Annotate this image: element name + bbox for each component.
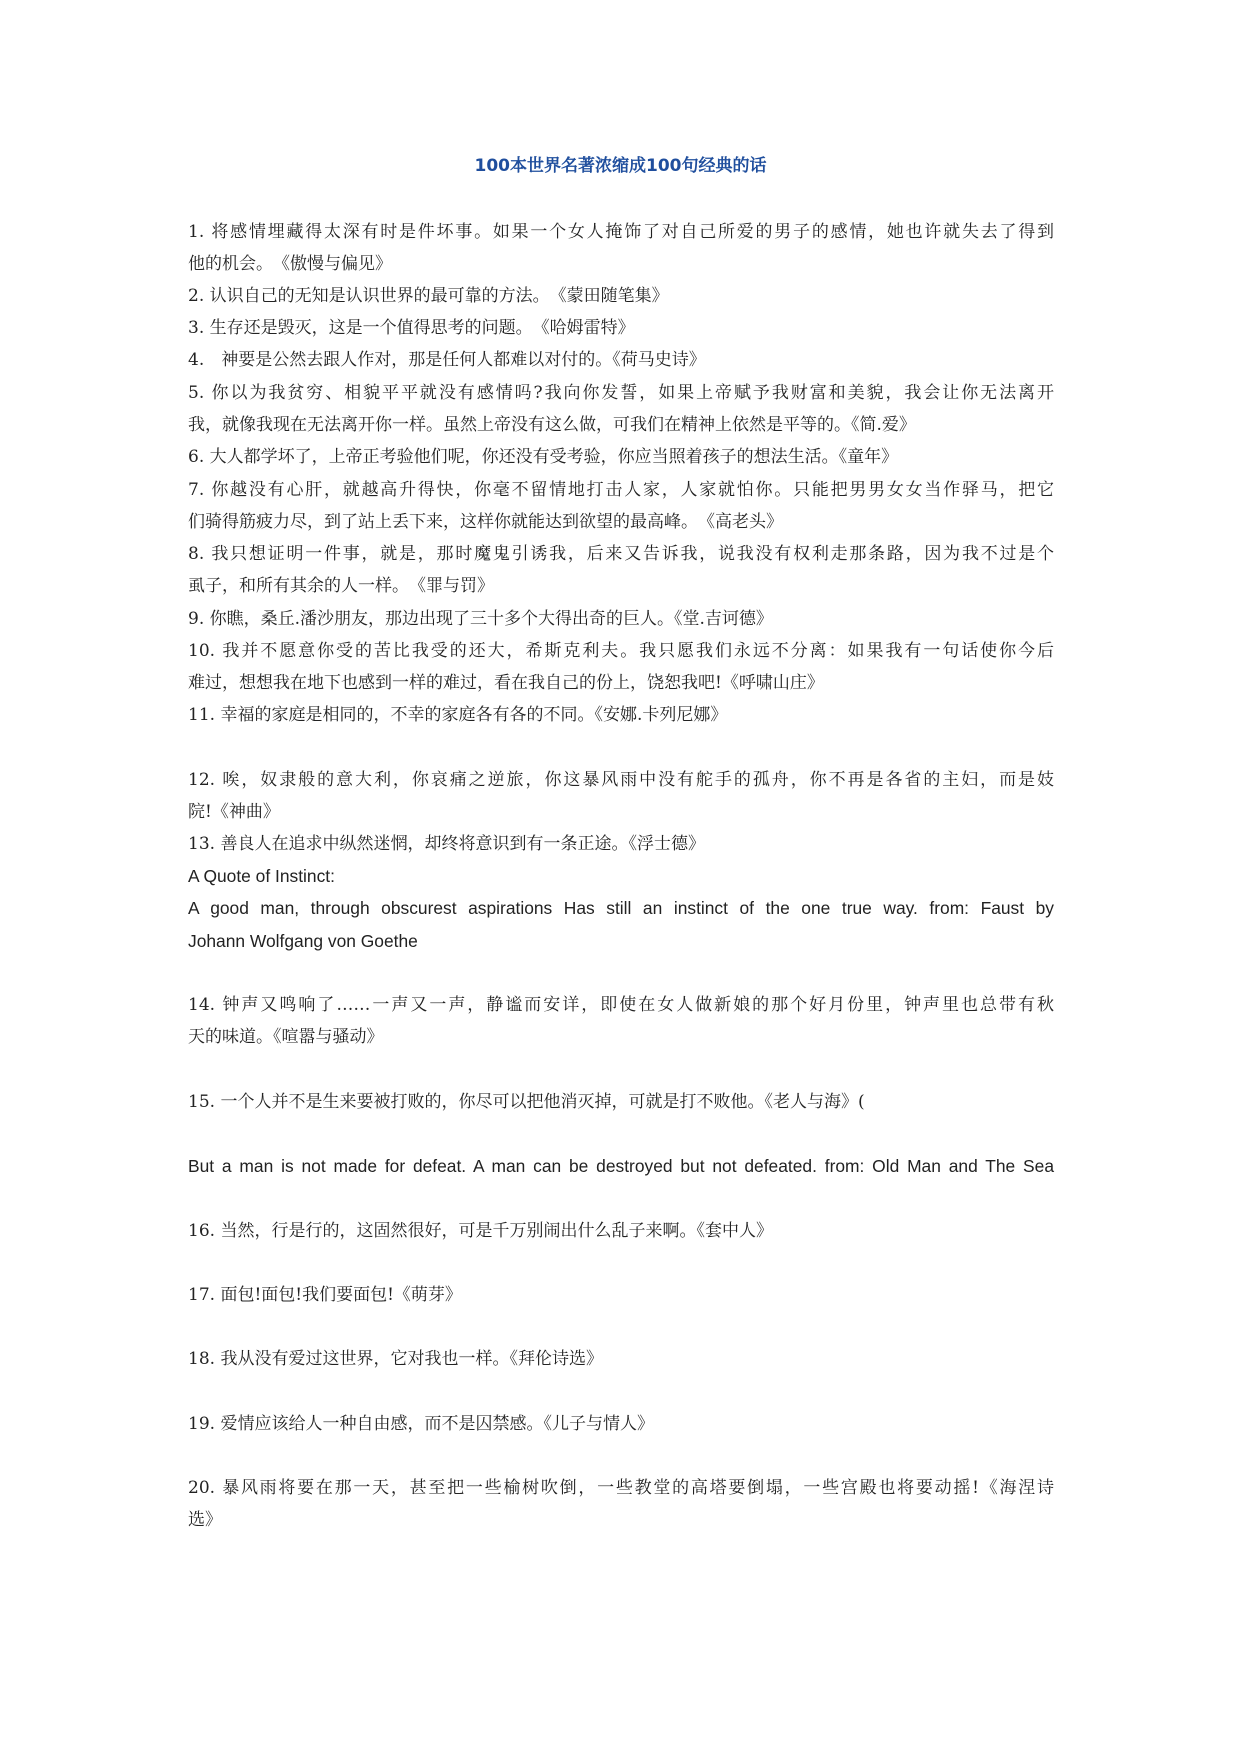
text-line: 9. 你瞧，桑丘.潘沙朋友，那边出现了三十多个大得出奇的巨人。《堂.吉诃德》 bbox=[188, 609, 773, 629]
text-line: But a man is not made for defeat. A man can be destroyed but not defeated. from: Old Man and The Sea bbox=[188, 1156, 1054, 1176]
text-line: 4. 神要是公然去跟人作对，那是任何人都难以对付的。《荷马史诗》 bbox=[188, 350, 706, 370]
text-line: 7. 你越没有心肝，就越高升得快，你毫不留情地打击人家，人家就怕你。只能把男男女女当作驿马，把它 bbox=[188, 480, 1054, 500]
text-line: 他的机会。 《傲慢与偏见》 bbox=[188, 254, 392, 274]
text-line: 5. 你以为我贫穷、相貌平平就没有感情吗?我向你发誓，如果上帝赋予我财富和美貌，我会让你无法离开 bbox=[188, 383, 1054, 403]
text-line: 19. 爱情应该给人一种自由感，而不是囚禁感。《儿子与情人》 bbox=[188, 1414, 654, 1434]
text-line: 院!《神曲》 bbox=[188, 802, 280, 822]
text-line: 16. 当然，行是行的，这固然很好，可是千万别闹出什么乱子来啊。《套中人》 bbox=[188, 1221, 773, 1241]
text-line: 2. 认识自己的无知是认识世界的最可靠的方法。 《蒙田随笔集》 bbox=[188, 286, 669, 306]
text-line: 3. 生存还是毁灭，这是一个值得思考的问题。 《哈姆雷特》 bbox=[188, 318, 635, 338]
text-line: 20. 暴风雨将要在那一天，甚至把一些榆树吹倒，一些教堂的高塔要倒塌，一些宫殿也将要动摇!《海涅诗 bbox=[188, 1478, 1054, 1498]
text-line: 17. 面包!面包!我们要面包!《萌芽》 bbox=[188, 1285, 462, 1305]
text-line: 11. 幸福的家庭是相同的，不幸的家庭各有各的不同。《安娜.卡列尼娜》 bbox=[188, 705, 728, 725]
text-line: 13. 善良人在追求中纵然迷惘，却终将意识到有一条正途。《浮士德》 bbox=[188, 834, 705, 854]
text-line: 我，就像我现在无法离开你一样。虽然上帝没有这么做，可我们在精神上依然是平等的。《简.爱》 bbox=[188, 415, 916, 435]
text-line: 难过，想想我在地下也感到一样的难过，看在我自己的份上，饶恕我吧!《呼啸山庄》 bbox=[188, 673, 824, 693]
text-line: 6. 大人都学坏了，上帝正考验他们呢，你还没有受考验，你应当照着孩子的想法生活。《童年》 bbox=[188, 447, 899, 467]
text-line: 们骑得筋疲力尽，到了站上丢下来，这样你就能达到欲望的最高峰。 《高老头》 bbox=[188, 512, 783, 532]
text-line: 选》 bbox=[188, 1510, 222, 1530]
page-title: 100本世界名著浓缩成100句经典的话 bbox=[474, 156, 767, 176]
text-line: 14. 钟声又鸣响了……一声又一声，静谧而安详，即使在女人做新娘的那个好月份里，钟声里也总带有秋 bbox=[188, 995, 1054, 1015]
text-line: 8. 我只想证明一件事，就是，那时魔鬼引诱我，后来又告诉我，说我没有权利走那条路，因为我不过是个 bbox=[188, 544, 1054, 564]
text-line: 12. 唉，奴隶般的意大利，你哀痛之逆旅，你这暴风雨中没有舵手的孤舟，你不再是各省的主妇，而是妓 bbox=[188, 770, 1054, 790]
text-line: 1. 将感情埋藏得太深有时是件坏事。如果一个女人掩饰了对自己所爱的男子的感情，她也许就失去了得到 bbox=[188, 222, 1054, 242]
text-line: Johann Wolfgang von Goethe bbox=[188, 931, 418, 951]
text-line: 10. 我并不愿意你受的苦比我受的还大，希斯克利夫。我只愿我们永远不分离：如果我有一句话使你今后 bbox=[188, 641, 1054, 661]
text-line: A good man, through obscurest aspirations Has still an instinct of the one true way. from: Faust by bbox=[188, 898, 1054, 918]
text-line: 虱子，和所有其余的人一样。 《罪与罚》 bbox=[188, 576, 494, 596]
text-line: 18. 我从没有爱过这世界，它对我也一样。《拜伦诗选》 bbox=[188, 1349, 603, 1369]
text-line: 天的味道。《喧嚣与骚动》 bbox=[188, 1027, 384, 1047]
text-line: 15. 一个人并不是生来要被打败的，你尽可以把他消灭掉，可就是打不败他。《老人与海》( bbox=[188, 1092, 865, 1112]
text-line: A Quote of Instinct: bbox=[188, 866, 335, 886]
